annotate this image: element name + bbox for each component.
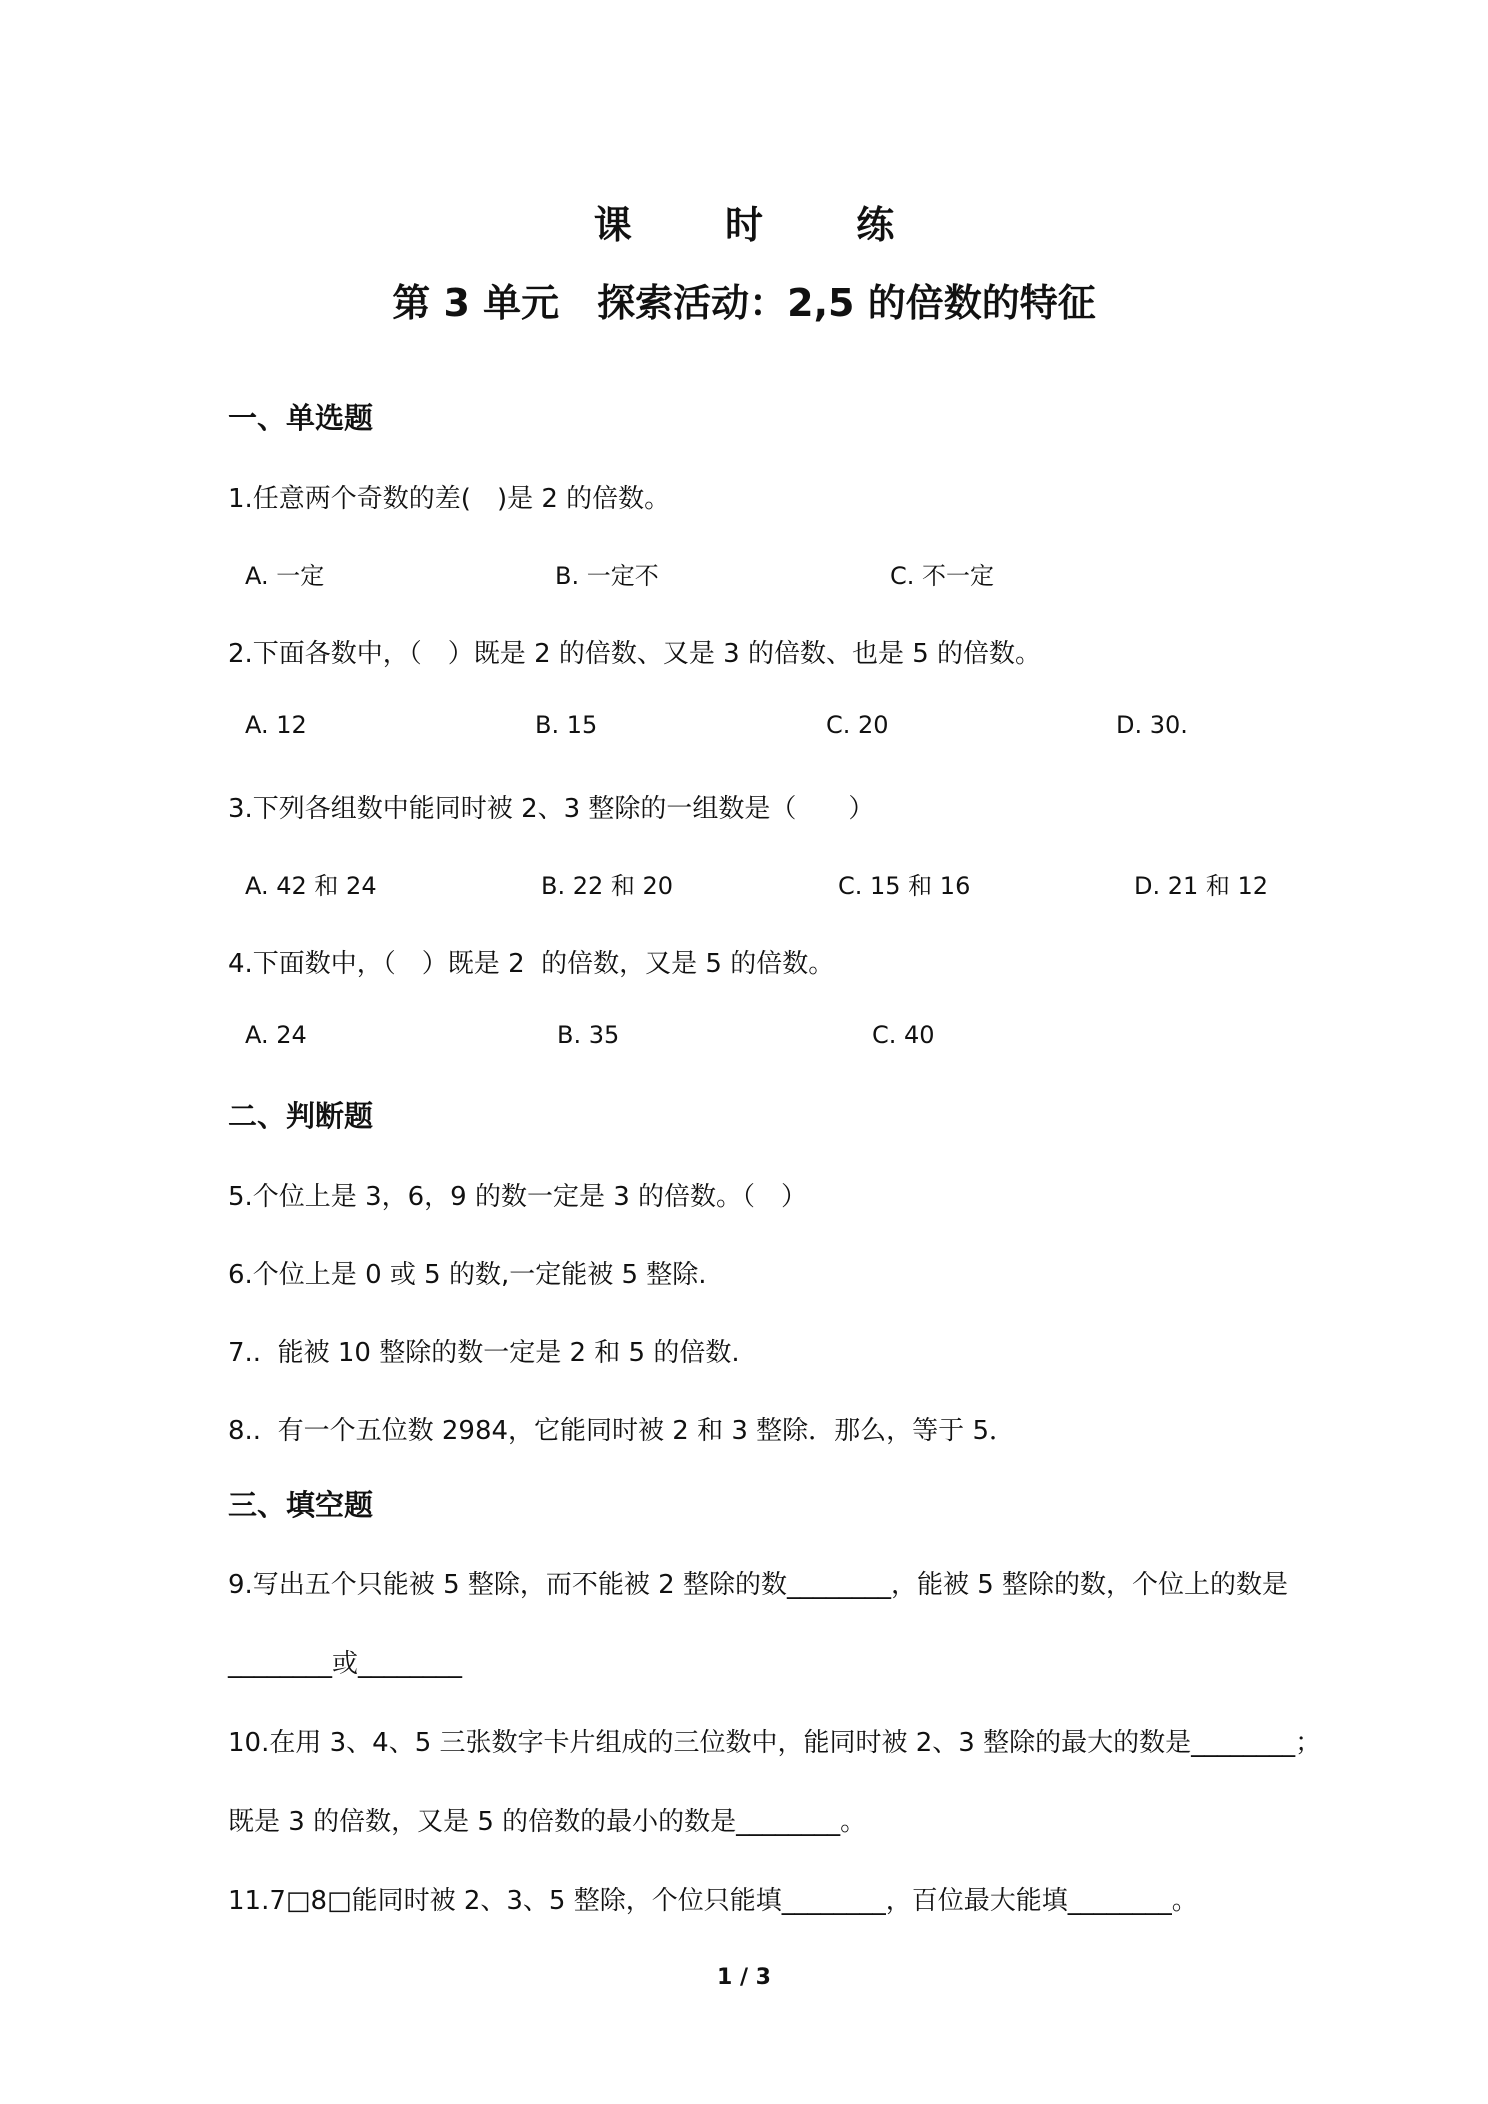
option-1c: C. 不一定	[890, 562, 995, 590]
option-3c: C. 15 和 16	[838, 872, 971, 900]
document-title: 课 时 练	[593, 203, 935, 247]
option-4a: A. 24	[245, 1021, 307, 1049]
option-2a: A. 12	[245, 711, 307, 739]
section-heading-fill-blank: 三、填空题	[228, 1488, 374, 1522]
question-6: 6.个位上是 0 或 5 的数,一定能被 5 整除.	[228, 1260, 707, 1290]
question-10-line-1: 10.在用 3、4、5 三张数字卡片组成的三位数中，能同时被 2、3 整除的最大的数是________；	[228, 1728, 1322, 1758]
option-4c: C. 40	[872, 1021, 935, 1049]
option-2c: C. 20	[826, 711, 889, 739]
question-1: 1.任意两个奇数的差( )是 2 的倍数。	[228, 484, 671, 514]
option-3d: D. 21 和 12	[1134, 872, 1269, 900]
question-8: 8.. 有一个五位数 2984，它能同时被 2 和 3 整除．那么，等于 5．	[228, 1416, 1015, 1446]
option-2d: D. 30.	[1116, 711, 1188, 739]
option-2b: B. 15	[535, 711, 598, 739]
document-subtitle: 第 3 单元 探索活动：2,5 的倍数的特征	[392, 281, 1096, 325]
option-1a: A. 一定	[245, 562, 325, 590]
page-number: 1 / 3	[717, 1965, 771, 1990]
question-9-line-2: ________或________	[228, 1649, 463, 1679]
question-3: 3.下列各组数中能同时被 2、3 整除的一组数是（ ）	[228, 794, 875, 824]
question-5: 5.个位上是 3，6，9 的数一定是 3 的倍数。（ ）	[228, 1182, 808, 1212]
question-7: 7.. 能被 10 整除的数一定是 2 和 5 的倍数.	[228, 1338, 740, 1368]
question-9-line-1: 9.写出五个只能被 5 整除，而不能被 2 整除的数________，能被 5 整除的数，个位上的数是	[228, 1570, 1289, 1600]
option-1b: B. 一定不	[555, 562, 659, 590]
question-10-line-2: 既是 3 的倍数，又是 5 的倍数的最小的数是________。	[228, 1807, 867, 1837]
section-heading-true-false: 二、判断题	[228, 1099, 374, 1133]
option-4b: B. 35	[557, 1021, 620, 1049]
section-heading-single-choice: 一、单选题	[228, 401, 374, 435]
option-3b: B. 22 和 20	[541, 872, 674, 900]
question-2: 2.下面各数中，（ ）既是 2 的倍数、又是 3 的倍数、也是 5 的倍数。	[228, 639, 1042, 669]
option-3a: A. 42 和 24	[245, 872, 377, 900]
question-11: 11.7□8□能同时被 2、3、5 整除，个位只能填________，百位最大能填________。	[228, 1886, 1198, 1916]
question-4: 4.下面数中，（ ）既是 2 的倍数，又是 5 的倍数。	[228, 949, 835, 979]
